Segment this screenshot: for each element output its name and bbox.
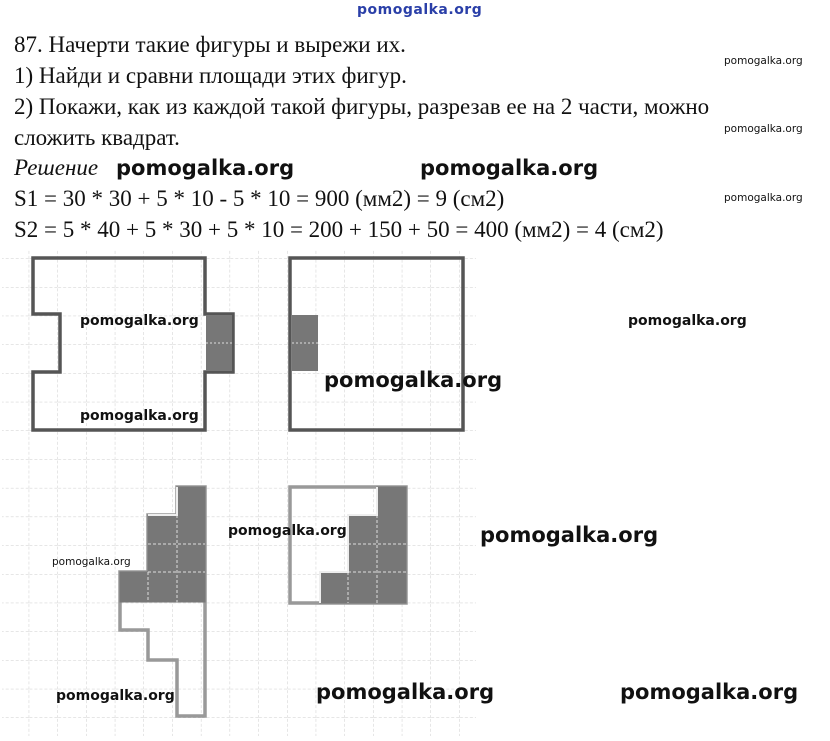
watermark: pomogalka.org <box>56 688 175 704</box>
task-item-2-line-1: 2) Покажи, как из каждой такой фигуры, разрезав ее на 2 части, можно <box>14 94 710 119</box>
watermark: pomogalka.org <box>316 680 495 704</box>
watermark: pomogalka.org <box>724 123 803 135</box>
watermark: pomogalka.org <box>116 156 295 180</box>
watermark: pomogalka.org <box>324 368 503 392</box>
solution-s2: S2 = 5 * 40 + 5 * 30 + 5 * 10 = 200 + 150 + 50 = 400 (мм2) = 4 (см2) <box>14 217 664 242</box>
watermark: pomogalka.org <box>724 55 803 67</box>
watermark: pomogalka.org <box>228 523 347 539</box>
watermark: pomogalka.org <box>620 680 799 704</box>
task-item-1: 1) Найди и сравни площади этих фигур. <box>14 63 407 88</box>
solution-s1: S1 = 30 * 30 + 5 * 10 - 5 * 10 = 900 (мм2) = 9 (см2) <box>14 186 505 211</box>
site-watermark: pomogalka.org <box>357 2 483 18</box>
watermark: pomogalka.org <box>628 313 747 329</box>
watermark: pomogalka.org <box>724 192 803 204</box>
watermark: pomogalka.org <box>52 556 131 568</box>
solution-label: Решение <box>14 155 99 180</box>
watermark: pomogalka.org <box>480 523 659 547</box>
watermark: pomogalka.org <box>420 156 599 180</box>
task-title: 87. Начерти такие фигуры и вырежи их. <box>14 32 406 57</box>
watermark: pomogalka.org <box>80 313 199 329</box>
watermark: pomogalka.org <box>80 408 199 424</box>
task-item-2-line-2: сложить квадрат. <box>14 125 180 150</box>
